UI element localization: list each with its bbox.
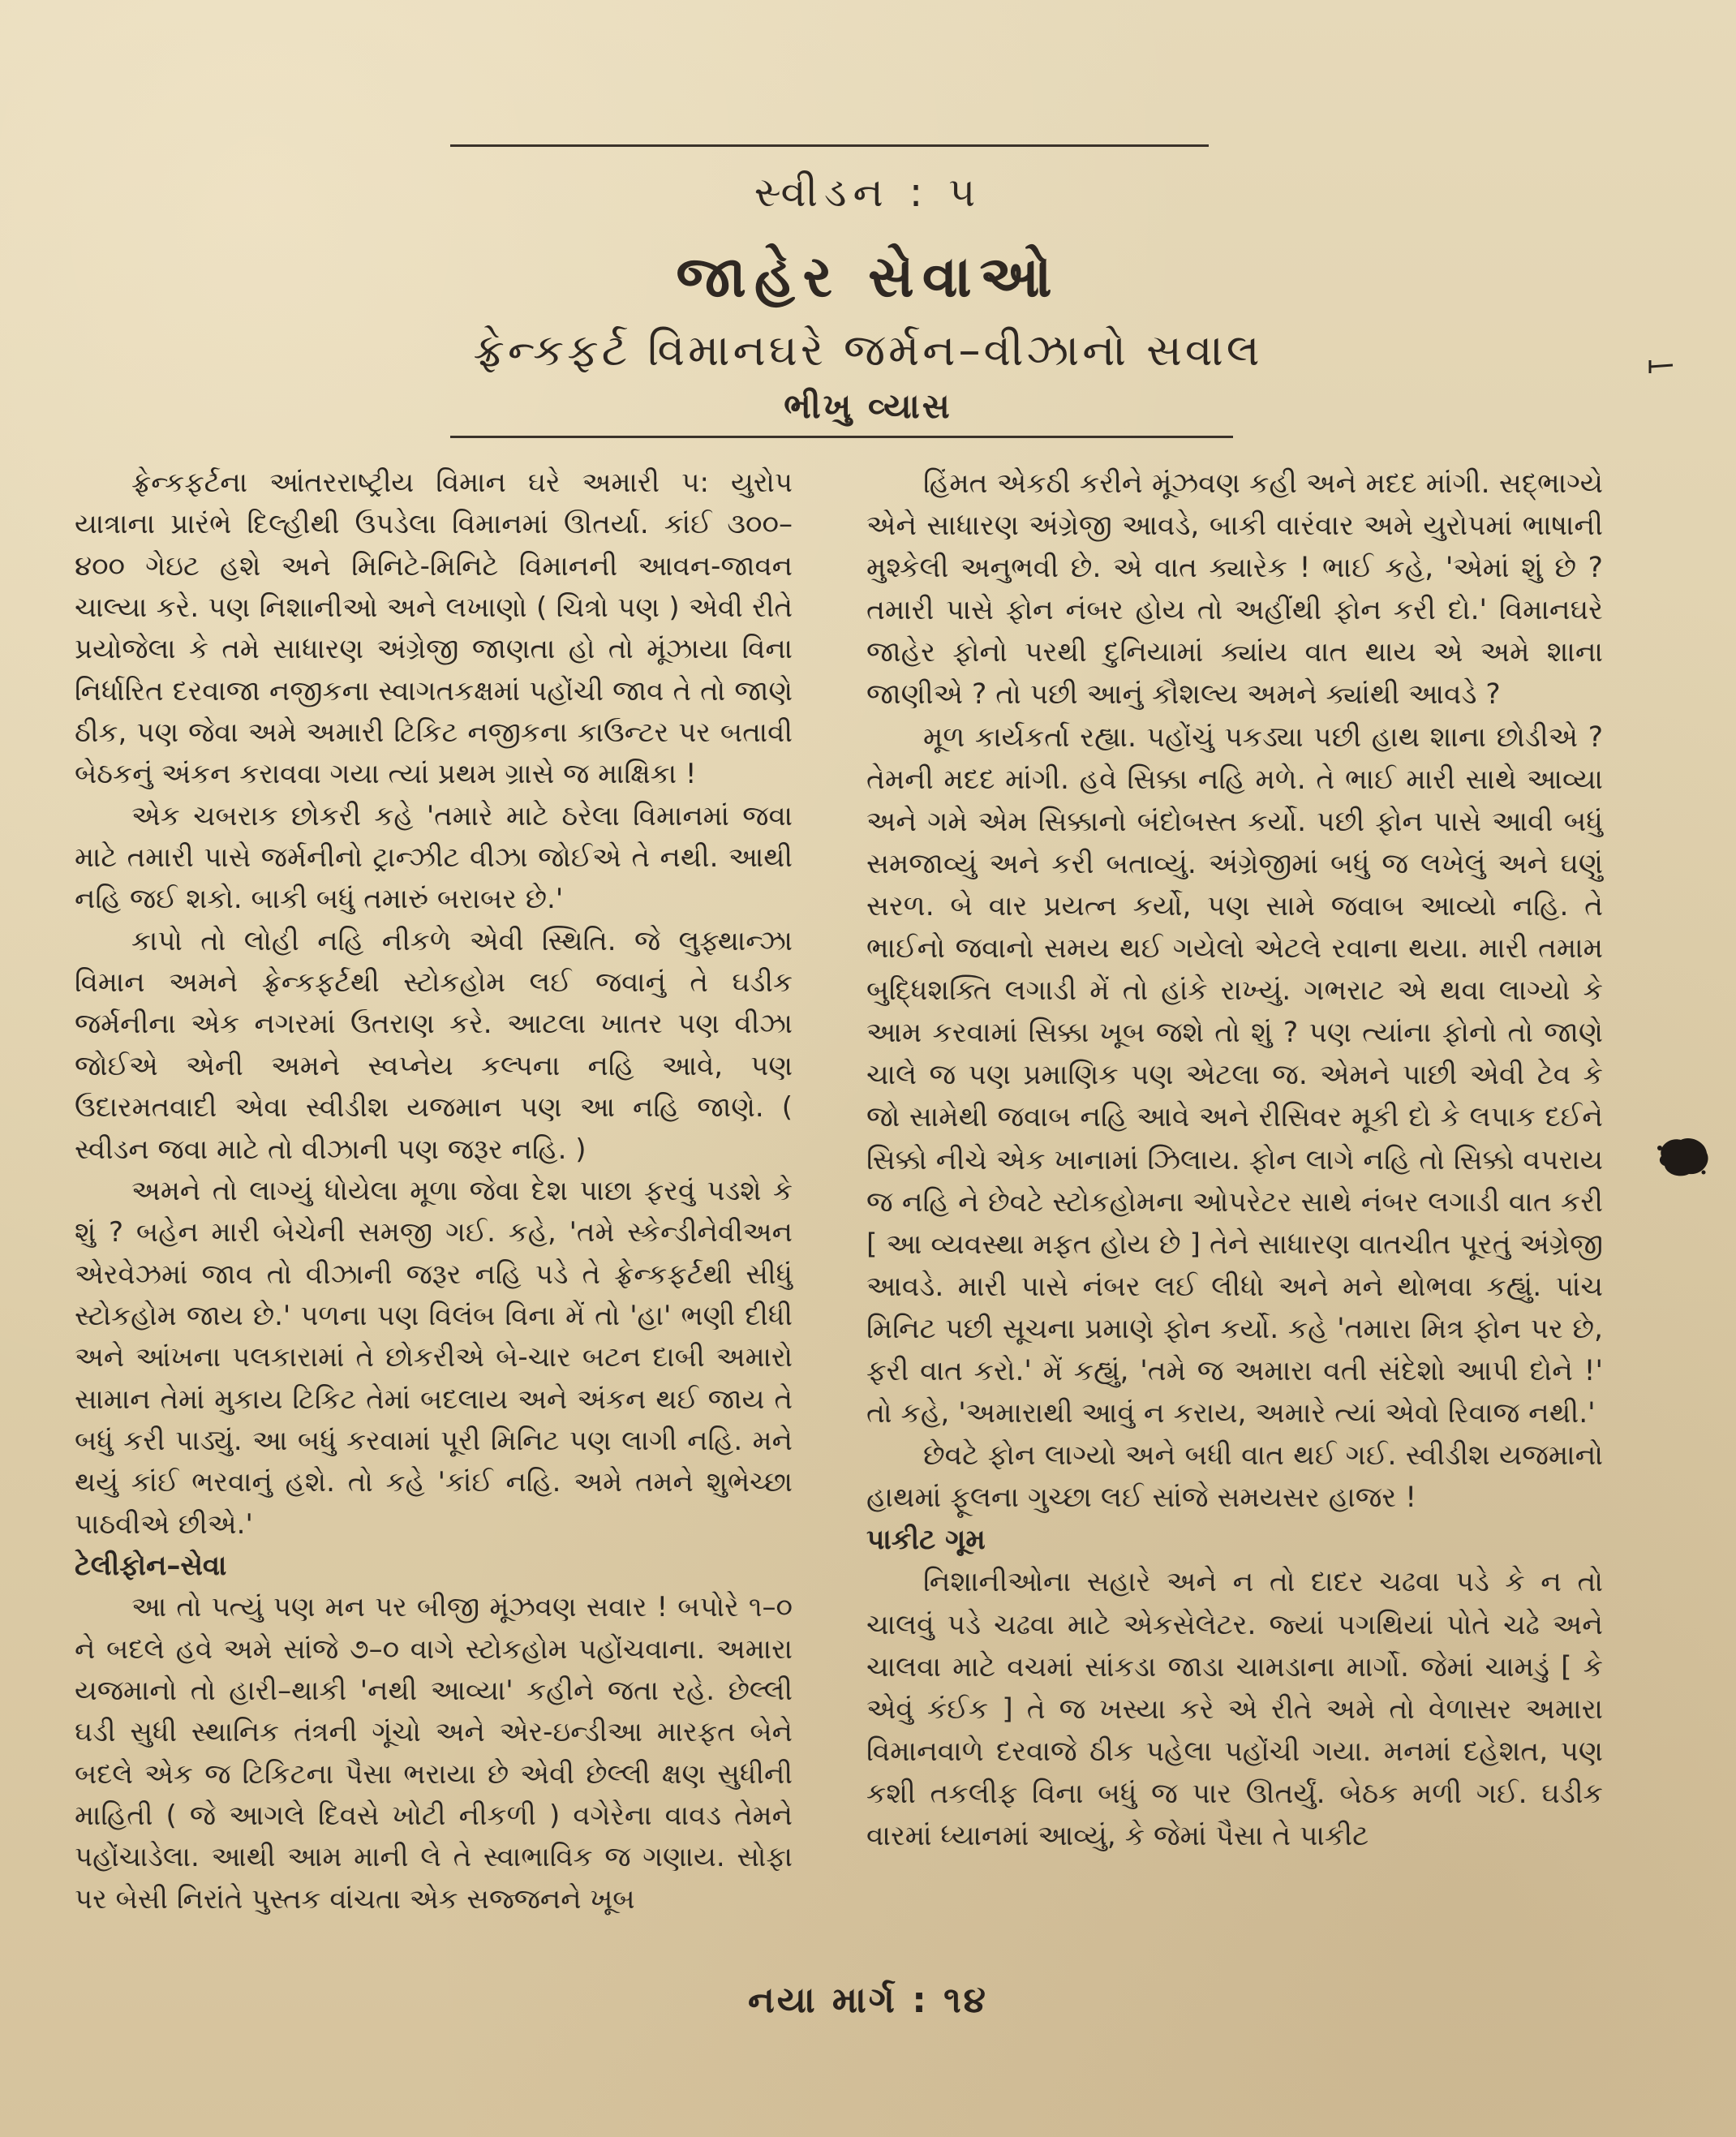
- right-column: [866, 462, 1603, 1857]
- article-title: જાહેર સેવાઓ: [676, 243, 1060, 310]
- paragraph: આ તો પત્યું પણ મન પર બીજી મૂંઝવણ સવાર ! બપોરે ૧–૦ ને બદલે હવે અમે સાંજે ૭–૦ વાગે સ્ટોકહોમ પહોંચવાના. અમારા યજમાનો તો હારી–થાકી 'નથી આવ્યા' કહીને જતા રહે. છેલ્લી ઘડી સુધી સ્થાનિક તંત્રની ગૂંચો અને એર-ઇન્ડીઆ મારફત બેને બદલે એક જ ટિકિટના પૈસા ભરાયા છે એવી છેલ્લી ક્ષણ સુધીની માહિતી ( જે આગલે દિવસે ખોટી નીકળી ) વગેરેના વાવડ તેમને પહોંચાડેલા. આથી આમ માની લે તે સ્વાભાવિક જ ગણાય. સોફા પર બેસી નિરાંતે પુસ્તક વાંચતા એક સજ્જનને ખૂબ: [75, 1591, 793, 1916]
- section-heading-wallet: પાકીટ ગૂમ: [866, 1524, 986, 1557]
- left-column: [75, 462, 793, 1920]
- paragraph: અમને તો લાગ્યું ધોયેલા મૂળા જેવા દેશ પાછા ફરવું પડશે કે શું ? બહેન મારી બેચેની સમજી ગઈ. કહે, 'તમે સ્કેન્ડીનેવીઅન એરવેઝમાં જાવ તો વીઝાની જરૂર નહિ પડે તે ફ્રેન્કફર્ટથી સીધું સ્ટોકહોમ જાય છે.' પળના પણ વિલંબ વિના મેં તો 'હા' ભણી દીધી અને આંખના પલકારામાં તે છોકરીએ બે-ચાર બટન દાબી અમારો સામાન તેમાં મુકાય ટિકિટ તેમાં બદલાય અને અંકન થઈ જાય તે બધું કરી પાડ્યું. આ બધું કરવામાં પૂરી મિનિટ પણ લાગી નહિ. મને થયું કાંઈ ભરવાનું હશે. તો કહે 'કાંઈ નહિ. અમે તમને શુભેચ્છા પાઠવીએ છીએ.': [75, 1174, 793, 1541]
- top-rule: [450, 144, 1209, 147]
- paragraph: છેવટે ફોન લાગ્યો અને બધી વાત થઈ ગઈ. સ્વીડીશ યજમાનો હાથમાં ફૂલના ગુચ્છા લઈ સાંજે સમયસર હાજર !: [866, 1439, 1603, 1515]
- article-subtitle: ફ્રેન્કફર્ટ વિમાનઘરે જર્મન–વીઝાનો સવાલ: [473, 325, 1263, 376]
- paragraph: કાપો તો લોહી નહિ નીકળે એવી સ્થિતિ. જે લુફ્થાન્ઝા વિમાન અમને ફ્રેન્કફર્ટથી સ્ટોકહોમ લઈ જવાનું તે ઘડીક જર્મનીના એક નગરમાં ઉતરાણ કરે. આટલા ખાતર પણ વીઝા જોઈએ એની અમને સ્વપ્નેય કલ્પના નહિ આવે, પણ ઉદારમતવાદી એવા સ્વીડીશ યજમાન પણ આ નહિ જાણે. ( સ્વીડન જવા માટે તો વીઝાની પણ જરૂર નહિ. ): [75, 924, 793, 1166]
- article-author: ભીખુ વ્યાસ: [784, 386, 952, 426]
- ink-blot-icon: [1655, 1132, 1712, 1180]
- series-label: સ્વીડન : ૫: [754, 169, 982, 216]
- margin-mark-icon: [1647, 357, 1676, 376]
- section-heading-telephone: ટેલીફોન–સેવા: [75, 1549, 227, 1582]
- paragraph: નિશાનીઓના સહારે અને ન તો દાદર ચઢવા પડે કે ન તો ચાલવું પડે ચઢવા માટે એકસેલેટર. જ્યાં પગથિયાં પોતે ચઢે અને ચાલવા માટે વચમાં સાંકડા જાડા ચામડાના માર્ગો. જેમાં ચામડું [ કે એવું કંઈક ] તે જ ખસ્યા કરે એ રીતે અમે તો વેળાસર અમારા વિમાનવાળે દરવાજે ઠીક પહેલા પહોંચી ગયા. મનમાં દહેશત, પણ કશી તકલીફ વિના બધું જ પાર ઊતર્યું. બેઠક મળી ગઈ. ઘડીક વારમાં ધ્યાનમાં આવ્યું, કે જેમાં પૈસા તે પાકીટ: [866, 1566, 1603, 1852]
- paragraph: મૂળ કાર્યકર્તા રહ્યા. પહોંચું પકડ્યા પછી હાથ શાના છોડીએ ? તેમની મદદ માંગી. હવે સિક્કા નહિ મળે. તે ભાઈ મારી સાથે આવ્યા અને ગમે એમ સિક્કાનો બંદોબસ્ત કર્યો. પછી ફોન પાસે આવી બધું સમજાવ્યું અને કરી બતાવ્યું. અંગ્રેજીમાં બધું જ લખેલું અને ઘણું સરળ. બે વાર પ્રયત્ન કર્યો, પણ સામે જવાબ આવ્યો નહિ. તે ભાઈનો જવાનો સમય થઈ ગયેલો એટલે રવાના થયા. મારી તમામ બુદ્ધિશક્તિ લગાડી મેં તો હાંકે રાખ્યું. ગભરાટ એ થવા લાગ્યો કે આમ કરવામાં સિક્કા ખૂબ જશે તો શું ? પણ ત્યાંના ફોનો તો જાણે ચાલે જ પણ પ્રમાણિક પણ એટલા જ. એમને પાછી એવી ટેવ કે જો સામેથી જવાબ નહિ આવે અને રીસિવર મૂકી દો કે લપાક દઈને સિક્કો નીચે એક ખાનામાં ઝિલાય. ફોન લાગે નહિ તો સિક્કો વપરાય જ નહિ ને છેવટે સ્ટોકહોમના ઓપરેટર સાથે નંબર લગાડી વાત કરી [ આ વ્યવસ્થા મફત હોય છે ] તેને સાધારણ વાતચીત પૂરતું અંગ્રેજી આવડે. મારી પાસે નંબર લઈ લીધો અને મને થોભવા કહ્યું. પાંચ મિનિટ પછી સૂચના પ્રમાણે ફોન કર્યો. કહે 'તમારા મિત્ર ફોન પર છે, ફરી વાત કરો.' મેં કહ્યું, 'તમે જ અમારા વતી સંદેશો આપી દોને !' તો કહે, 'અમારાથી આવું ન કરાય, અમારે ત્યાં એવો રિવાજ નથી.': [866, 720, 1603, 1430]
- header-rule: [450, 436, 1233, 438]
- page-footer: નયા માર્ગ : ૧૪: [748, 1980, 988, 2021]
- paragraph: ફ્રેન્કફર્ટના આંતરરાષ્ટ્રીય વિમાન ઘરે અમારી ૫: યુરોપ યાત્રાના પ્રારંભે દિલ્હીથી ઉપડેલા વિમાનમાં ઊતર્યા. કાંઈ ૩૦૦–૪૦૦ ગેઇટ હશે અને મિનિટે-મિનિટે વિમાનની આવન-જાવન ચાલ્યા કરે. પણ નિશાનીઓ અને લખાણો ( ચિત્રો પણ ) એવી રીતે પ્રયોજેલા કે તમે સાધારણ અંગ્રેજી જાણતા હો તો મૂંઝાયા વિના નિર્ધારિત દરવાજા નજીકના સ્વાગતકક્ષમાં પહોંચી જાવ તે તો જાણે ઠીક, પણ જેવા અમે અમારી ટિકિટ નજીકના કાઉન્ટર પર બતાવી બેઠકનું અંકન કરાવવા ગયા ત્યાં પ્રથમ ગ્રાસે જ માક્ષિકા !: [75, 467, 793, 791]
- paragraph: એક ચબરાક છોકરી કહે 'તમારે માટે ઠરેલા વિમાનમાં જવા માટે તમારી પાસે જર્મનીનો ટ્રાન્ઝીટ વીઝા જોઈએ તે નથી. આથી નહિ જઈ શકો. બાકી બધું તમારું બરાબર છે.': [75, 799, 793, 916]
- paragraph: હિંમત એકઠી કરીને મૂંઝવણ કહી અને મદદ માંગી. સદ્ભાગ્યે એને સાધારણ અંગ્રેજી આવડે, બાકી વારંવાર અમે યુરોપમાં ભાષાની મુશ્કેલી અનુભવી છે. એ વાત ક્યારેક ! ભાઈ કહે, 'એમાં શું છે ? તમારી પાસે ફોન નંબર હોય તો અહીંથી ફોન કરી દો.' વિમાનઘરે જાહેર ફોનો પરથી દુનિયામાં ક્યાંય વાત થાય એ અમે શાના જાણીએ ? તો પછી આનું કૌશલ્ય અમને ક્યાંથી આવડે ?: [866, 467, 1603, 712]
